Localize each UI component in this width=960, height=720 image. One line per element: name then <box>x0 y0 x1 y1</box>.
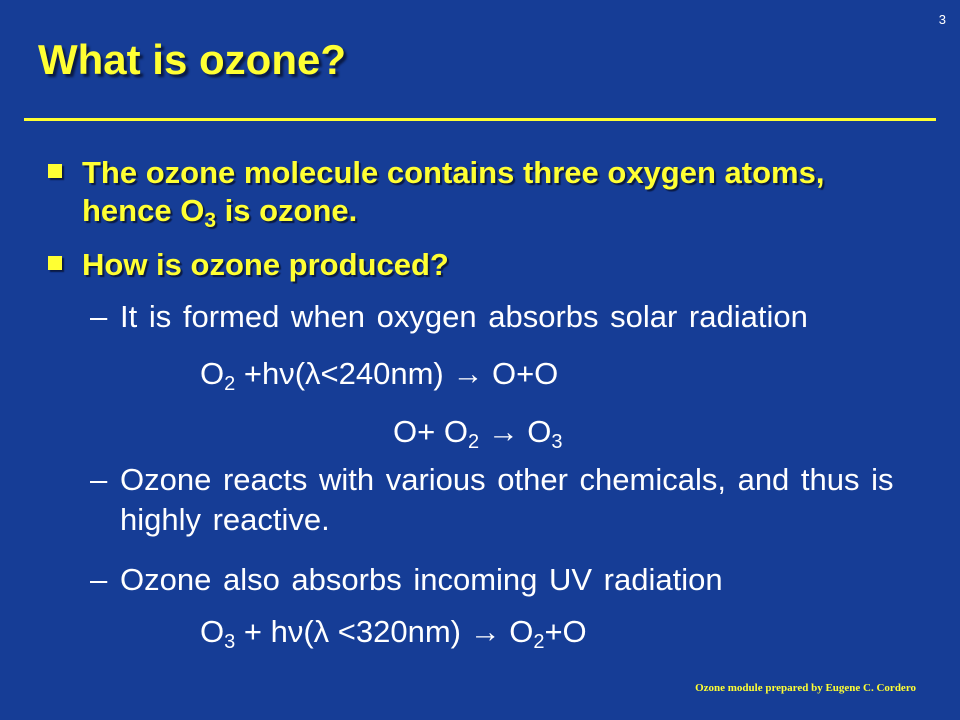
square-bullet-icon <box>48 164 62 178</box>
equation-ozone-photolysis <box>200 612 587 652</box>
subpoint-text: Ozone also absorbs incoming UV radiation <box>120 562 723 597</box>
eq-term: O <box>200 356 225 391</box>
subpoint-text: Ozone reacts with various other chemicals, and thus is highly reactive. <box>120 462 894 537</box>
square-bullet-icon <box>48 256 62 270</box>
bullet-text: How is ozone produced? <box>82 247 449 282</box>
title-divider <box>24 118 936 121</box>
subscript: 3 <box>551 431 563 453</box>
equation-ozone-formation <box>393 412 563 452</box>
subscript: 2 <box>224 373 236 395</box>
eq-term: → O <box>479 414 552 449</box>
dash-marker: – <box>90 462 108 497</box>
subscript: 3 <box>204 209 217 232</box>
eq-term: O+ O <box>393 414 468 449</box>
eq-term: +hν(λ<240nm) → O+O <box>235 356 559 391</box>
dash-marker: – <box>90 299 108 334</box>
eq-term: +O <box>544 614 587 649</box>
dash-marker: – <box>90 562 108 597</box>
bullet-line-2a: hence O <box>82 193 205 228</box>
subpoint-uv-absorption <box>90 560 930 600</box>
eq-term: + hν(λ <320nm) → O <box>235 614 534 649</box>
page-number: 3 <box>938 12 946 27</box>
eq-term: O <box>200 614 225 649</box>
slide-title: What is ozone? <box>38 36 346 83</box>
bullet-line-1: The ozone molecule contains three oxygen atoms, <box>82 155 825 190</box>
subscript: 3 <box>224 631 236 653</box>
bullet-text <box>82 154 928 230</box>
bullet-line-2b: is ozone. <box>216 193 358 228</box>
footer-credit: Ozone module prepared by Eugene C. Cordero <box>695 682 916 694</box>
subpoint-reactive <box>90 460 920 540</box>
equation-photolysis-o2 <box>200 354 558 394</box>
subscript: 2 <box>533 631 545 653</box>
bullet-how-produced <box>48 246 928 284</box>
subscript: 2 <box>467 431 480 453</box>
bullet-ozone-molecule <box>48 154 928 230</box>
subpoint-formation <box>90 297 930 337</box>
subpoint-text: It is formed when oxygen absorbs solar radiation <box>120 299 808 334</box>
